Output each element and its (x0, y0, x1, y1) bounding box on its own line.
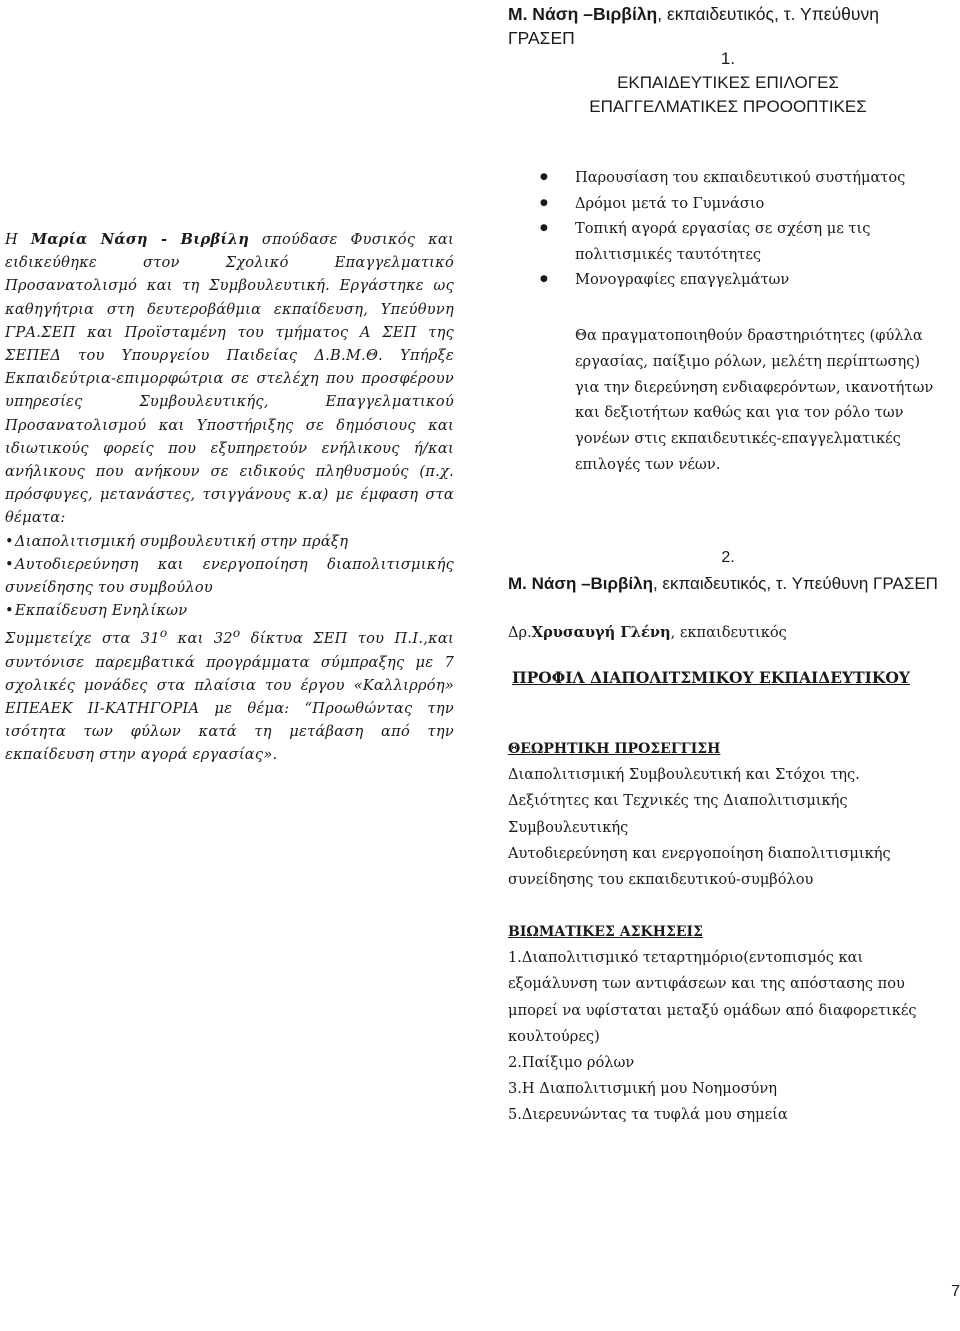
bio-topic-1: • Διαπολιτισμική συμβουλευτική στην πράξη (5, 530, 454, 553)
theory-heading: ΘΕΩΡΗΤΙΚΗ ΠΡΟΣΕΓΓΙΣΗ (508, 741, 721, 757)
bullet-item: ● Παρουσίαση του εκπαιδευτικού συστήματος (540, 165, 945, 191)
section2-author2-line (508, 621, 948, 645)
section2-author1-role: , εκπαιδευτικός, τ. Υπεύθυνη ΓΡΑΣΕΠ (652, 574, 938, 593)
section1-title-block (508, 47, 948, 119)
experiential-block (508, 919, 948, 1129)
experiential-heading: ΒΙΩΜΑΤΙΚΕΣ ΑΣΚΗΣΕΙΣ (508, 924, 703, 940)
section2-number: 2. (721, 549, 735, 566)
bio-paragraph-2 (5, 622, 454, 766)
section2-author2-prefix: Δρ. (508, 624, 532, 641)
bio-name: Μαρία Νάση - Βιρβίλη (30, 231, 250, 248)
bio-sup-2: ο (232, 626, 241, 641)
bio-para2-a: Συμμετείχε στα 31 (5, 630, 160, 648)
bio-para2-c: δίκτυα ΣΕΠ του Π.Ι.,και συντόνισε παρεμβατικά προγράμματα σύμπραξης με 7 σχολικές μονάδες στα πλαίσια του έργου «Καλλιρρόη» ΕΠΕΑΕΚ ΙΙ-ΚΑΤΗΓΟΡΙΑ με θέμα: “Προωθώντας την ισότητα των φύλων κατά τη μετάβαση από την εκπαίδευση στην αγορά εργασίας». (5, 630, 455, 764)
activities-paragraph: Θα πραγματοποιηθούν δραστηριότητες (φύλλα εργασίας, παίξιμο ρόλων, μελέτη περίπτωσης) για την διερεύνηση ενδιαφερόντων, ικανοτήτων και δεξιοτήτων καθώς και για τον ρόλο των γονέων στις εκπαιδευτικές-επαγγελματικές επιλογές των νέων. (575, 327, 934, 473)
header-author-role: , εκπαιδευτικός, τ. Υπεύθυνη ΓΡΑΣΕΠ (508, 4, 879, 48)
header-author-name: Μ. Νάση –Βιρβίλη (508, 4, 658, 24)
section2-author2-role: , εκπαιδευτικός (670, 624, 787, 641)
section1-title-line1: ΕΚΠΑΙΔΕΥΤΙΚΕΣ ΕΠΙΛΟΓΕΣ (617, 73, 839, 92)
theory-block (508, 736, 948, 893)
bio-lead: Η (5, 231, 31, 248)
section1-title-line2: ΕΠΑΓΓΕΛΜΑΤΙΚΕΣ ΠΡΟΟΟΠΤΙΚΕΣ (589, 97, 867, 116)
bullet-item: ● Τοπική αγορά εργασίας σε σχέση με τις πολιτισμικές ταυτότητες (540, 216, 945, 267)
bio-topic-2: • Αυτοδιερεύνηση και ενεργοποίηση διαπολιτισμικής συνείδησης του συμβούλου (5, 553, 454, 599)
section2-author2-name: Χρυσαυγή Γλένη (531, 624, 671, 641)
bullet-item: ● Δρόμοι μετά το Γυμνάσιο (540, 191, 945, 217)
bio-text (5, 228, 454, 767)
topics-bullet-list (540, 165, 945, 293)
bullet-item: ● Μονογραφίες επαγγελμάτων (540, 267, 945, 293)
page-number: 7 (951, 1283, 960, 1300)
section1-number: 1. (720, 49, 736, 68)
bio-sup-1: ο (159, 626, 168, 641)
experiential-item: 5.Διερευνώντας τα τυφλά μου σημεία (508, 1106, 788, 1124)
experiential-item: 1.Διαπολιτισμικό τεταρτημόριο(εντοπισμός και εξομάλυνση των αντιφάσεων και της απόστασης που μπορεί να υφίσταται μεταξύ ομάδων από διαφορετικές κουλτούρες) (508, 949, 917, 1045)
section2-author1-name: Μ. Νάση –Βιρβίλη (508, 574, 653, 593)
theory-item: Διαπολιτισμική Συμβουλευτική και Στόχοι της. (508, 766, 860, 784)
section2-author1-line (508, 572, 948, 596)
theory-item: Αυτοδιερεύνηση και ενεργοποίηση διαπολιτισμικής συνείδησης του εκπαιδευτικού-συμβόλου (508, 844, 891, 889)
header-author-line (508, 2, 948, 50)
profile-title: ΠΡΟΦΙΛ ΔΙΑΠΟΛΙΤΣΜΙΚΟΥ ΕΚΠΑΙΔΕΥΤΙΚΟΥ (512, 668, 910, 687)
bio-topic-3: • Εκπαίδευση Ενηλίκων (5, 599, 454, 622)
bio-para1-rest: σπούδασε Φυσικός και ειδικεύθηκε στον Σχολικό Επαγγελματικό Προσανατολισμό και τη Συμβουλευτική. Εργάστηκε ως καθηγήτρια στη δευτεροβάθμια εκπαίδευση, Υπεύθυνη ΓΡΑ.ΣΕΠ και Προϊσταμένη του τμήματος Α ΣΕΠ της ΣΕΠΕΔ του Υπουργείου Παιδείας Δ.Β.Μ.Θ. Υπήρξε Εκπαιδεύτρια-επιμορφώτρια σε στελέχη που προσφέρουν υπηρεσίες Συμβουλευτικής, Επαγγελματικού Προσανατολισμού και Υποστήριξης σε δημόσιους και ιδιωτικούς φορείς που εξυπηρετούν ενήλικους ή/και ανήλικους που ανήκουν σε ειδικούς πληθυσμούς (π.χ. πρόσφυγες, μετανάστες, τσιγγάνους κ.α) με έμφαση στα θέματα: (5, 231, 454, 527)
theory-item: Δεξιότητες και Τεχνικές της Διαπολιτισμικής Συμβουλευτικής (508, 792, 848, 836)
bio-para2-b: και 32 (167, 630, 233, 648)
bio-paragraph-1 (5, 228, 454, 530)
experiential-item: 3.Η Διαπολιτισμική μου Νοημοσύνη (508, 1080, 778, 1098)
experiential-item: 2.Παίξιμο ρόλων (508, 1054, 635, 1072)
